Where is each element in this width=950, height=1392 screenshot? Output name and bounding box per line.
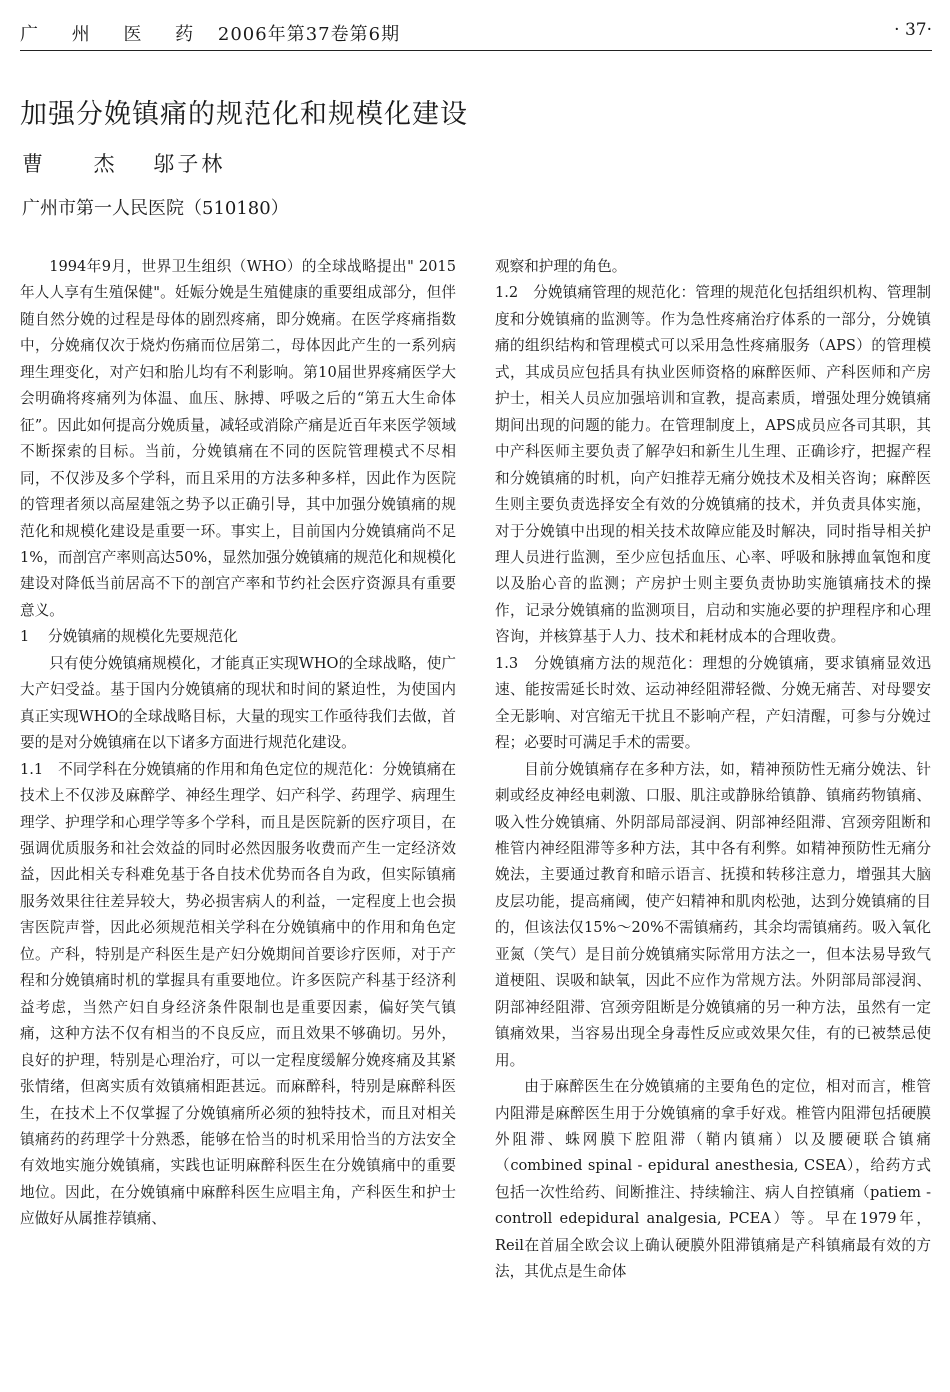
- section-heading: [20, 624, 456, 650]
- article-title: 加强分娩镇痛的规范化和规模化建设: [20, 99, 468, 130]
- right-column: [495, 254, 931, 1286]
- section-number: 1: [20, 628, 30, 646]
- body-paragraph: 观察和护理的角色。: [495, 258, 627, 275]
- journal-issue: 2006年第37卷第6期: [217, 24, 401, 45]
- author-name: 曹 杰: [22, 152, 137, 176]
- author-affiliation: 广州市第一人民医院（510180）: [22, 198, 289, 219]
- body-paragraph: 目前分娩镇痛存在多种方法，如，精神预防性无痛分娩法、针刺或经皮神经电刺激、口服、肌注或静脉给镇静、镇痛药物镇痛、吸入性分娩镇痛、外阴部局部浸润、阴部神经阻滞、宫颈旁阻断和椎管内神经阻滞等多种方法，其中各有利弊。如精神预防性无痛分娩法，主要通过教育和暗示语言、抚摸和转移注意力，增强其大脑皮层功能，提高痛阈，使产妇精神和肌肉松弛，达到分娩镇痛的目的，但该法仅15%～20%不需镇痛药，其余均需镇痛药。吸入氧化亚氮（笑气）是目前分娩镇痛实际常用方法之一，但本法易导致气道梗阻、误吸和缺氧，因此不应作为常规方法。外阴部局部浸润、阴部神经阻滞、宫颈旁阻断是分娩镇痛的另一种方法，虽然有一定镇痛效果，当容易出现全身毒性反应或效果欠佳，有的已被禁忌使用。: [495, 760, 931, 1069]
- left-column: [20, 254, 456, 1233]
- subsection-paragraph: 1.1 不同学科在分娩镇痛的作用和角色定位的规范化：分娩镇痛在技术上不仅涉及麻醉学、神经生理学、妇产科学、药理学、病理生理学、护理学和心理学等多个学科，而且是医院新的医疗项目，在强调优质服务和社会效益的同时必然因服务收费而产生一定经济效益，因此相关专科难免基于各自技术优势而各自为政，但实际镇痛服务效果往往差异较大，势必损害病人的利益，一定程度上也会损害医院声誉，因此必须规范相关学科在分娩镇痛中的作用和角色定位。产科，特别是产科医生是产妇分娩期间首要诊疗医师，对于产程和分娩镇痛时机的掌握具有重要地位。许多医院产科基于经济利益考虑，当然产妇自身经济条件限制也是重要因素，偏好笑气镇痛，这种方法不仅有相当的不良反应，而且效果不够确切。另外，良好的护理，特别是心理治疗，可以一定程度缓解分娩疼痛及其紧张情绪，但离实质有效镇痛相距甚远。而麻醉科，特别是麻醉科医生，在技术上不仅掌握了分娩镇痛所必须的独特技术，而且对相关镇痛药的药理学十分熟悉，能够在恰当的时机采用恰当的方法安全有效地实施分娩镇痛，实践也证明麻醉科医生在分娩镇痛中的重要地位。因此，在分娩镇痛中麻醉科医生应唱主角，产科医生和护士应做好从属推荐镇痛、: [20, 760, 456, 1228]
- author-list: [22, 148, 225, 178]
- body-paragraph: 由于麻醉医生在分娩镇痛的主要角色的定位，相对而言，椎管内阻滞是麻醉医生用于分娩镇痛的拿手好戏。椎管内阻滞包括硬膜外阻滞、蛛网膜下腔阻滞（鞘内镇痛）以及腰硬联合镇痛（combined spinal - epidural anesthesia, CSEA），给药方式包括一次性给药、间断推注、持续输注、病人自控镇痛（patiem - controll edepidural analgesia, PCEA）等。早在1979年，Reil在首届全欧会议上确认硬膜外阻滞镇痛是产科镇痛最有效的方法，其优点是生命体: [495, 1078, 931, 1281]
- section-title: 分娩镇痛的规模化先要规范化: [48, 628, 238, 646]
- running-header: [20, 18, 932, 51]
- page-number: · 37·: [894, 20, 932, 40]
- body-paragraph: 1994年9月，世界卫生组织（WHO）的全球战略提出" 2015年人人享有生殖保健"。妊娠分娩是生殖健康的重要组成部分，但伴随自然分娩的过程是母体的剧烈疼痛，即分娩痛。在医学疼痛指数中，分娩痛仅次于烧灼伤痛而位居第二，母体因此产生的一系列病理生理变化，对产妇和胎儿均有不利影响。第10届世界疼痛医学大会明确将疼痛列为体温、血压、脉搏、呼吸之后的“第五大生命体征”。因此如何提高分娩质量，减轻或消除产痛是近百年来医学领域不断探索的目标。当前，分娩镇痛在不同的医院管理模式不尽相同，不仅涉及多个学科，而且采用的方法多种多样，因此作为医院的管理者须以高屋建瓴之势予以正确引导，其中加强分娩镇痛的规范化和规模化建设是重要一环。事实上，目前国内分娩镇痛尚不足1%，而剖宫产率则高达50%，显然加强分娩镇痛的规范化和规模化建设对降低当前居高不下的剖宫产率和节约社会医疗资源具有重要意义。: [20, 258, 456, 619]
- body-paragraph: 只有使分娩镇痛规模化，才能真正实现WHO的全球战略，使广大产妇受益。基于国内分娩镇痛的现状和时间的紧迫性，为使国内真正实现WHO的全球战略目标，大量的现实工作亟待我们去做，首要的是对分娩镇痛在以下诸多方面进行规范化建设。: [20, 654, 456, 752]
- journal-name: 广 州 医 药: [20, 24, 208, 45]
- journal-info: [20, 20, 400, 46]
- subsection-paragraph: 1.3 分娩镇痛方法的规范化：理想的分娩镇痛，要求镇痛显效迅速、能按需延长时效、运动神经阻滞轻微、分娩无痛苦、对母婴安全无影响、对宫缩无干扰且不影响产程，产妇清醒，可参与分娩过程；必要时可满足手术的需要。: [495, 654, 931, 752]
- author-name: 邬子林: [153, 152, 226, 176]
- subsection-paragraph: 1.2 分娩镇痛管理的规范化：管理的规范化包括组织机构、管理制度和分娩镇痛的监测等。作为急性疼痛治疗体系的一部分，分娩镇痛的组织结构和管理模式可以采用急性疼痛服务（APS）的管理模式，其成员应包括具有执业医师资格的麻醉医师、产科医师和产房护士，相关人员应加强培训和宣教，提高素质，增强处理分娩镇痛期间出现的问题的能力。在管理制度上，APS成员应各司其职，其中产科医师主要负责了解孕妇和新生儿生理、正确诊疗，把握产程和分娩镇痛的时机，向产妇推荐无痛分娩技术及相关咨询；麻醉医生则主要负责选择安全有效的分娩镇痛的技术，并负责具体实施，对于分娩镇中出现的相关技术故障应能及时解决，同时指导相关护理人员进行监测，至少应包括血压、心率、呼吸和脉搏血氧饱和度以及胎心音的监测；产房护士则主要负责协助实施镇痛技术的操作，记录分娩镇痛的监测项目，启动和实施必要的护理程序和心理咨询，并核算基于人力、技术和耗材成本的合理收费。: [495, 284, 931, 646]
